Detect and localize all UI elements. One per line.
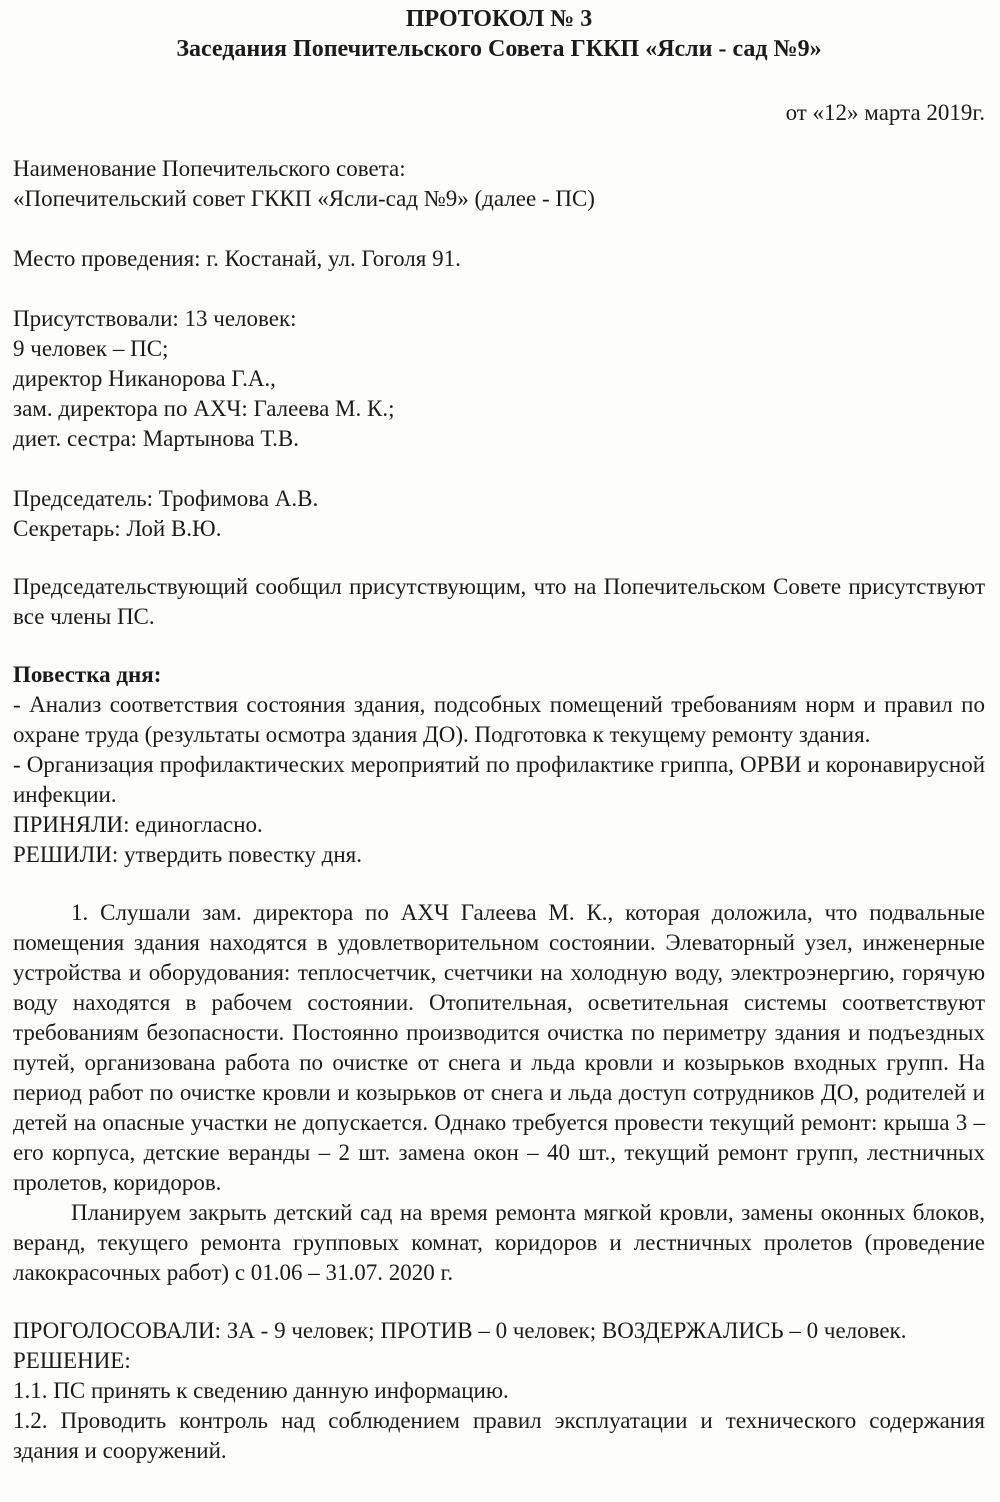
attendee-line: 9 человек – ПС; (13, 336, 169, 361)
decision-item: 1.2. Проводить контроль над соблюдением правил эксплуатации и технического содержания здания и сооружений. (13, 1408, 985, 1463)
attendee-line: диет. сестра: Мартынова Т.В. (13, 426, 299, 451)
minutes-paragraph-2: Планируем закрыть детский сад на время ремонта мягкой кровли, замены оконных блоков, веранд, текущего ремонта групповых комнат, коридоров и лестничных пролетов (проведение лакокрасочных работ) с 01.06 – 31.07. 2020 г. (13, 1200, 985, 1285)
attendees-header: Присутствовали: 13 человек: (13, 306, 297, 331)
agenda-item: - Анализ соответствия состояния здания, подсобных помещений требованиям норм и правил по охране труда (результаты осмотра здания ДО). Подготовка к текущему ремонту здания. (13, 692, 985, 747)
chairman-line: Председатель: Трофимова А.В. (13, 486, 319, 511)
attendee-line: зам. директора по АХЧ: Галеева М. К.; (13, 396, 395, 421)
agenda-accepted-line: ПРИНЯЛИ: единогласно. (13, 812, 263, 837)
location-line: Место проведения: г. Костанай, ул. Гоголя 91. (13, 246, 461, 271)
protocol-title: ПРОТОКОЛ № 3 (405, 6, 593, 32)
council-name-value: «Попечительский совет ГККП «Ясли-сад №9» (далее - ПС) (13, 186, 595, 211)
agenda-header: Повестка дня: (13, 662, 162, 687)
decision-item: 1.1. ПС принять к сведению данную информацию. (13, 1378, 509, 1403)
secretary-line: Секретарь: Лой В.Ю. (13, 516, 222, 541)
voting-result-line: ПРОГОЛОСОВАЛИ: ЗА - 9 человек; ПРОТИВ – 0 человек; ВОЗДЕРЖАЛИСЬ – 0 человек. (13, 1318, 907, 1343)
decision-header: РЕШЕНИЕ: (13, 1348, 131, 1373)
attendee-line: директор Никанорова Г.А., (13, 366, 276, 391)
announcement-paragraph: Председательствующий сообщил присутствующим, что на Попечительском Совете присутствуют все члены ПС. (13, 574, 985, 629)
minutes-paragraph-1: 1. Слушали зам. директора по АХЧ Галеева М. К., которая доложила, что подвальные помещения здания находятся в удовлетворительном состоянии. Элеваторный узел, инженерные устройства и оборудования: теплосчетчик, счетчики на холодную воду, электроэнергию, горячую воду находятся в рабочем состоянии. Отопительная, осветительная системы соответствуют требованиям безопасности. Постоянно производится очистка по периметру здания и подъездных путей, организована работа по очистке от снега и льда кровли и козырьков входных групп. На период работ по очистке кровли и козырьков от снега и льда доступ сотрудников ДО, родителей и детей на опасные участки не допускается. Однако требуется провести текущий ремонт: крыша 3 – его корпуса, детские веранды – 2 шт. замена окон – 40 шт., текущий ремонт групп, лестничных пролетов, коридоров. (13, 900, 985, 1195)
agenda-decided-line: РЕШИЛИ: утвердить повестку дня. (13, 842, 362, 867)
protocol-date: от «12» марта 2019г. (785, 100, 985, 125)
council-name-label: Наименование Попечительского совета: (13, 156, 406, 181)
protocol-subtitle: Заседания Попечительского Совета ГККП «Ясли - сад №9» (176, 36, 822, 62)
agenda-item: - Организация профилактических мероприятий по профилактике гриппа, ОРВИ и коронавирусной инфекции. (13, 752, 985, 807)
